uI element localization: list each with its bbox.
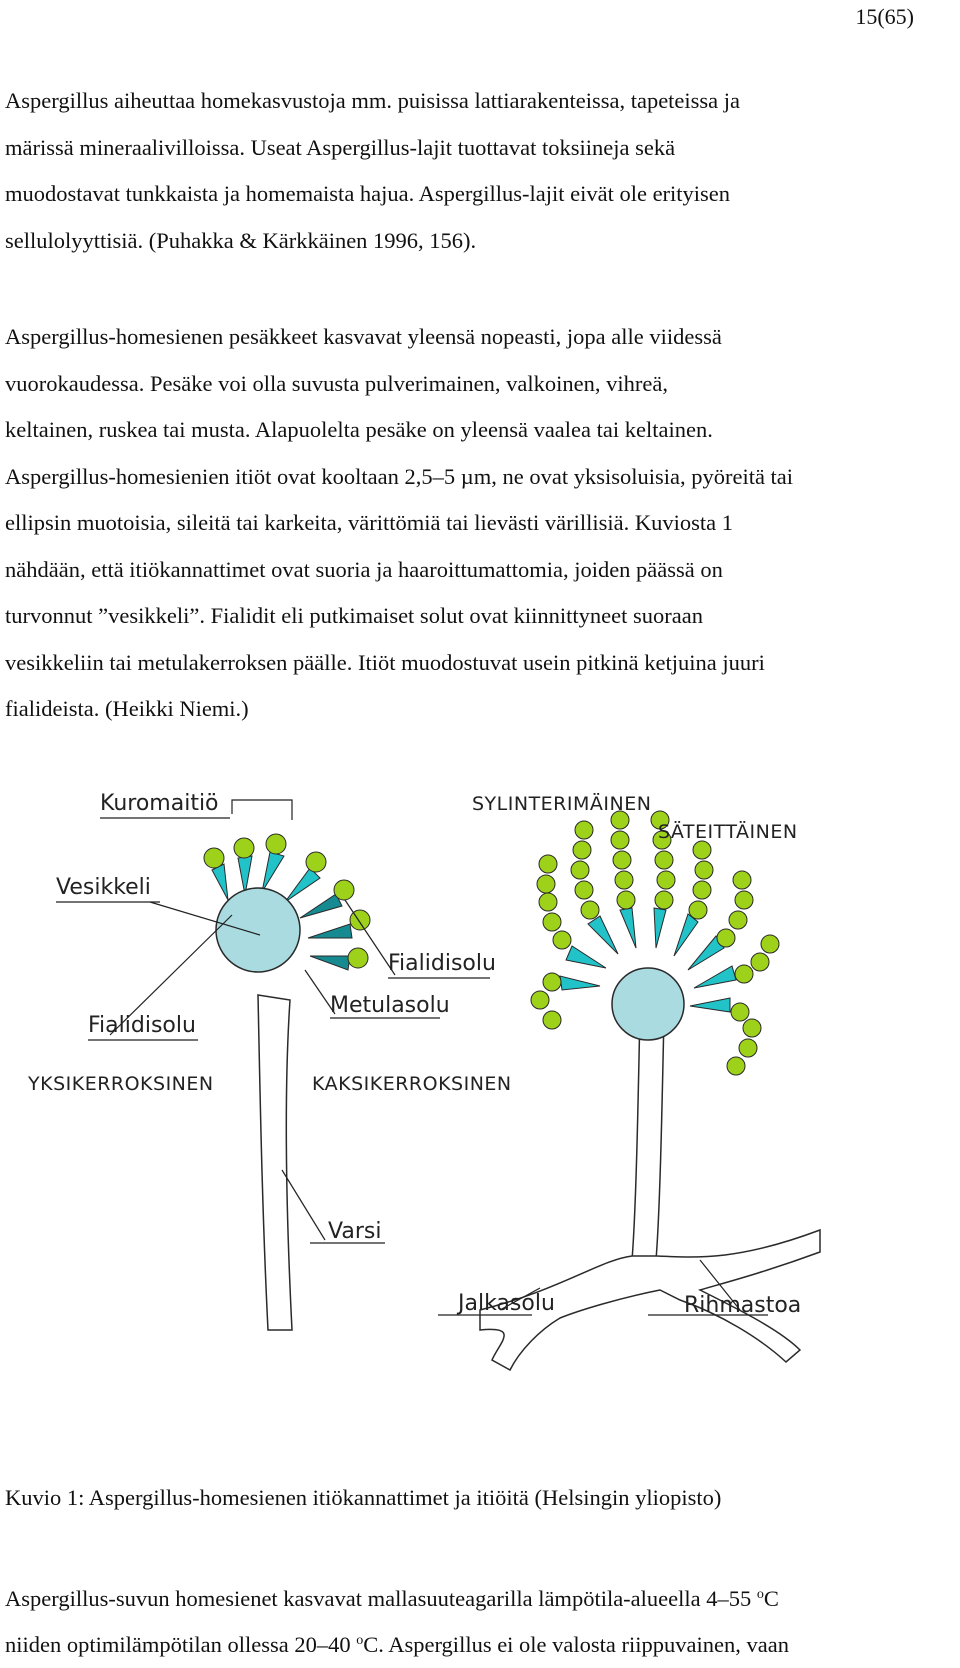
- text-line: C. Aspergillus ei ole valosta riippuvainen, vaan: [363, 1632, 789, 1657]
- paragraph-2: [5, 314, 950, 733]
- label-vesikkeli: Vesikkeli: [56, 875, 151, 900]
- text-line: C: [763, 1586, 779, 1611]
- paragraph-1: [5, 78, 950, 264]
- text-line: Aspergillus aiheuttaa homekasvustoja mm. puisissa lattiarakenteissa, tapeteissa ja: [5, 88, 741, 113]
- figure-caption: Kuvio 1: Aspergillus-homesienen itiökannattimet ja itiöitä (Helsingin yliopisto): [5, 1485, 722, 1510]
- label-varsi: Varsi: [328, 1219, 382, 1244]
- page-number: 15(65): [855, 4, 914, 29]
- label-jalkasolu: Jalkasolu: [458, 1291, 555, 1316]
- label-kaksikerroksinen: KAKSIKERROKSINEN: [312, 1073, 512, 1095]
- label-fialidisolu-right: Fialidisolu: [388, 951, 496, 976]
- text-line: fialideista. (Heikki Niemi.): [5, 696, 249, 721]
- text-line: vesikkeliin tai metulakerroksen päälle. Itiöt muodostuvat usein pitkinä ketjuina juuri: [5, 649, 765, 675]
- label-sateittainen: SÄTEITTÄINEN: [658, 821, 798, 843]
- degree-sup: o: [756, 1587, 764, 1602]
- text-line: Aspergillus-suvun homesienet kasvavat mallasuuteagarilla lämpötila-alueella 4–55: [5, 1586, 757, 1611]
- label-kuromaitio: Kuromaitiö: [100, 791, 219, 816]
- text-line: nähdään, että itiökannattimet ovat suoria ja haaroittumattomia, joiden päässä on: [5, 556, 723, 582]
- text-line: niiden optimilämpötilan ollessa 20–40: [5, 1632, 357, 1657]
- label-yksikerroksinen: YKSIKERROKSINEN: [28, 1073, 214, 1095]
- text-line: muodostavat tunkkaista ja homemaista hajua. Aspergillus-lajit eivät ole erityisen: [5, 181, 731, 206]
- left-vesicle: [216, 888, 300, 972]
- text-line: turvonnut ”vesikkeli”. Fialidit eli putkimaiset solut ovat kiinnittyneet suoraan: [5, 603, 704, 628]
- text-line: vuorokaudessa. Pesäke voi olla suvusta pulverimainen, valkoinen, vihreä,: [5, 370, 668, 396]
- text-line: Aspergillus-homesienien itiöt ovat kooltaan 2,5–5 µm, ne ovat yksisoluisia, pyöreitä tai: [5, 463, 794, 489]
- right-vesicle: [612, 968, 684, 1040]
- text-line: sellulolyyttisiä. (Puhakka & Kärkkäinen 1996, 156).: [5, 227, 477, 253]
- degree-sup: o: [356, 1633, 364, 1648]
- text-line: ellipsin muotoisia, sileitä tai karkeita, värittömiä tai lievästi värillisiä. Kuviosta 1: [5, 510, 733, 535]
- text-line: keltainen, ruskea tai musta. Alapuolelta pesäke on yleensä vaalea tai keltainen.: [5, 417, 713, 442]
- text-line: Aspergillus-homesienen pesäkkeet kasvavat yleensä nopeasti, jopa alle viidessä: [5, 324, 722, 349]
- aspergillus-diagram: [0, 790, 960, 1410]
- paragraph-3: [5, 1576, 950, 1668]
- label-metulasolu: Metulasolu: [330, 993, 450, 1018]
- label-rihmastoa: Rihmastoa: [684, 1293, 802, 1318]
- left-stalk: [258, 995, 292, 1330]
- text-line: märissä mineraalivilloissa. Useat Aspergillus-lajit tuottavat toksiineja sekä: [5, 134, 676, 160]
- label-sylinterimainen: SYLINTERIMÄINEN: [472, 793, 652, 815]
- label-fialidisolu-left: Fialidisolu: [88, 1013, 196, 1038]
- right-stalk: [632, 1010, 664, 1260]
